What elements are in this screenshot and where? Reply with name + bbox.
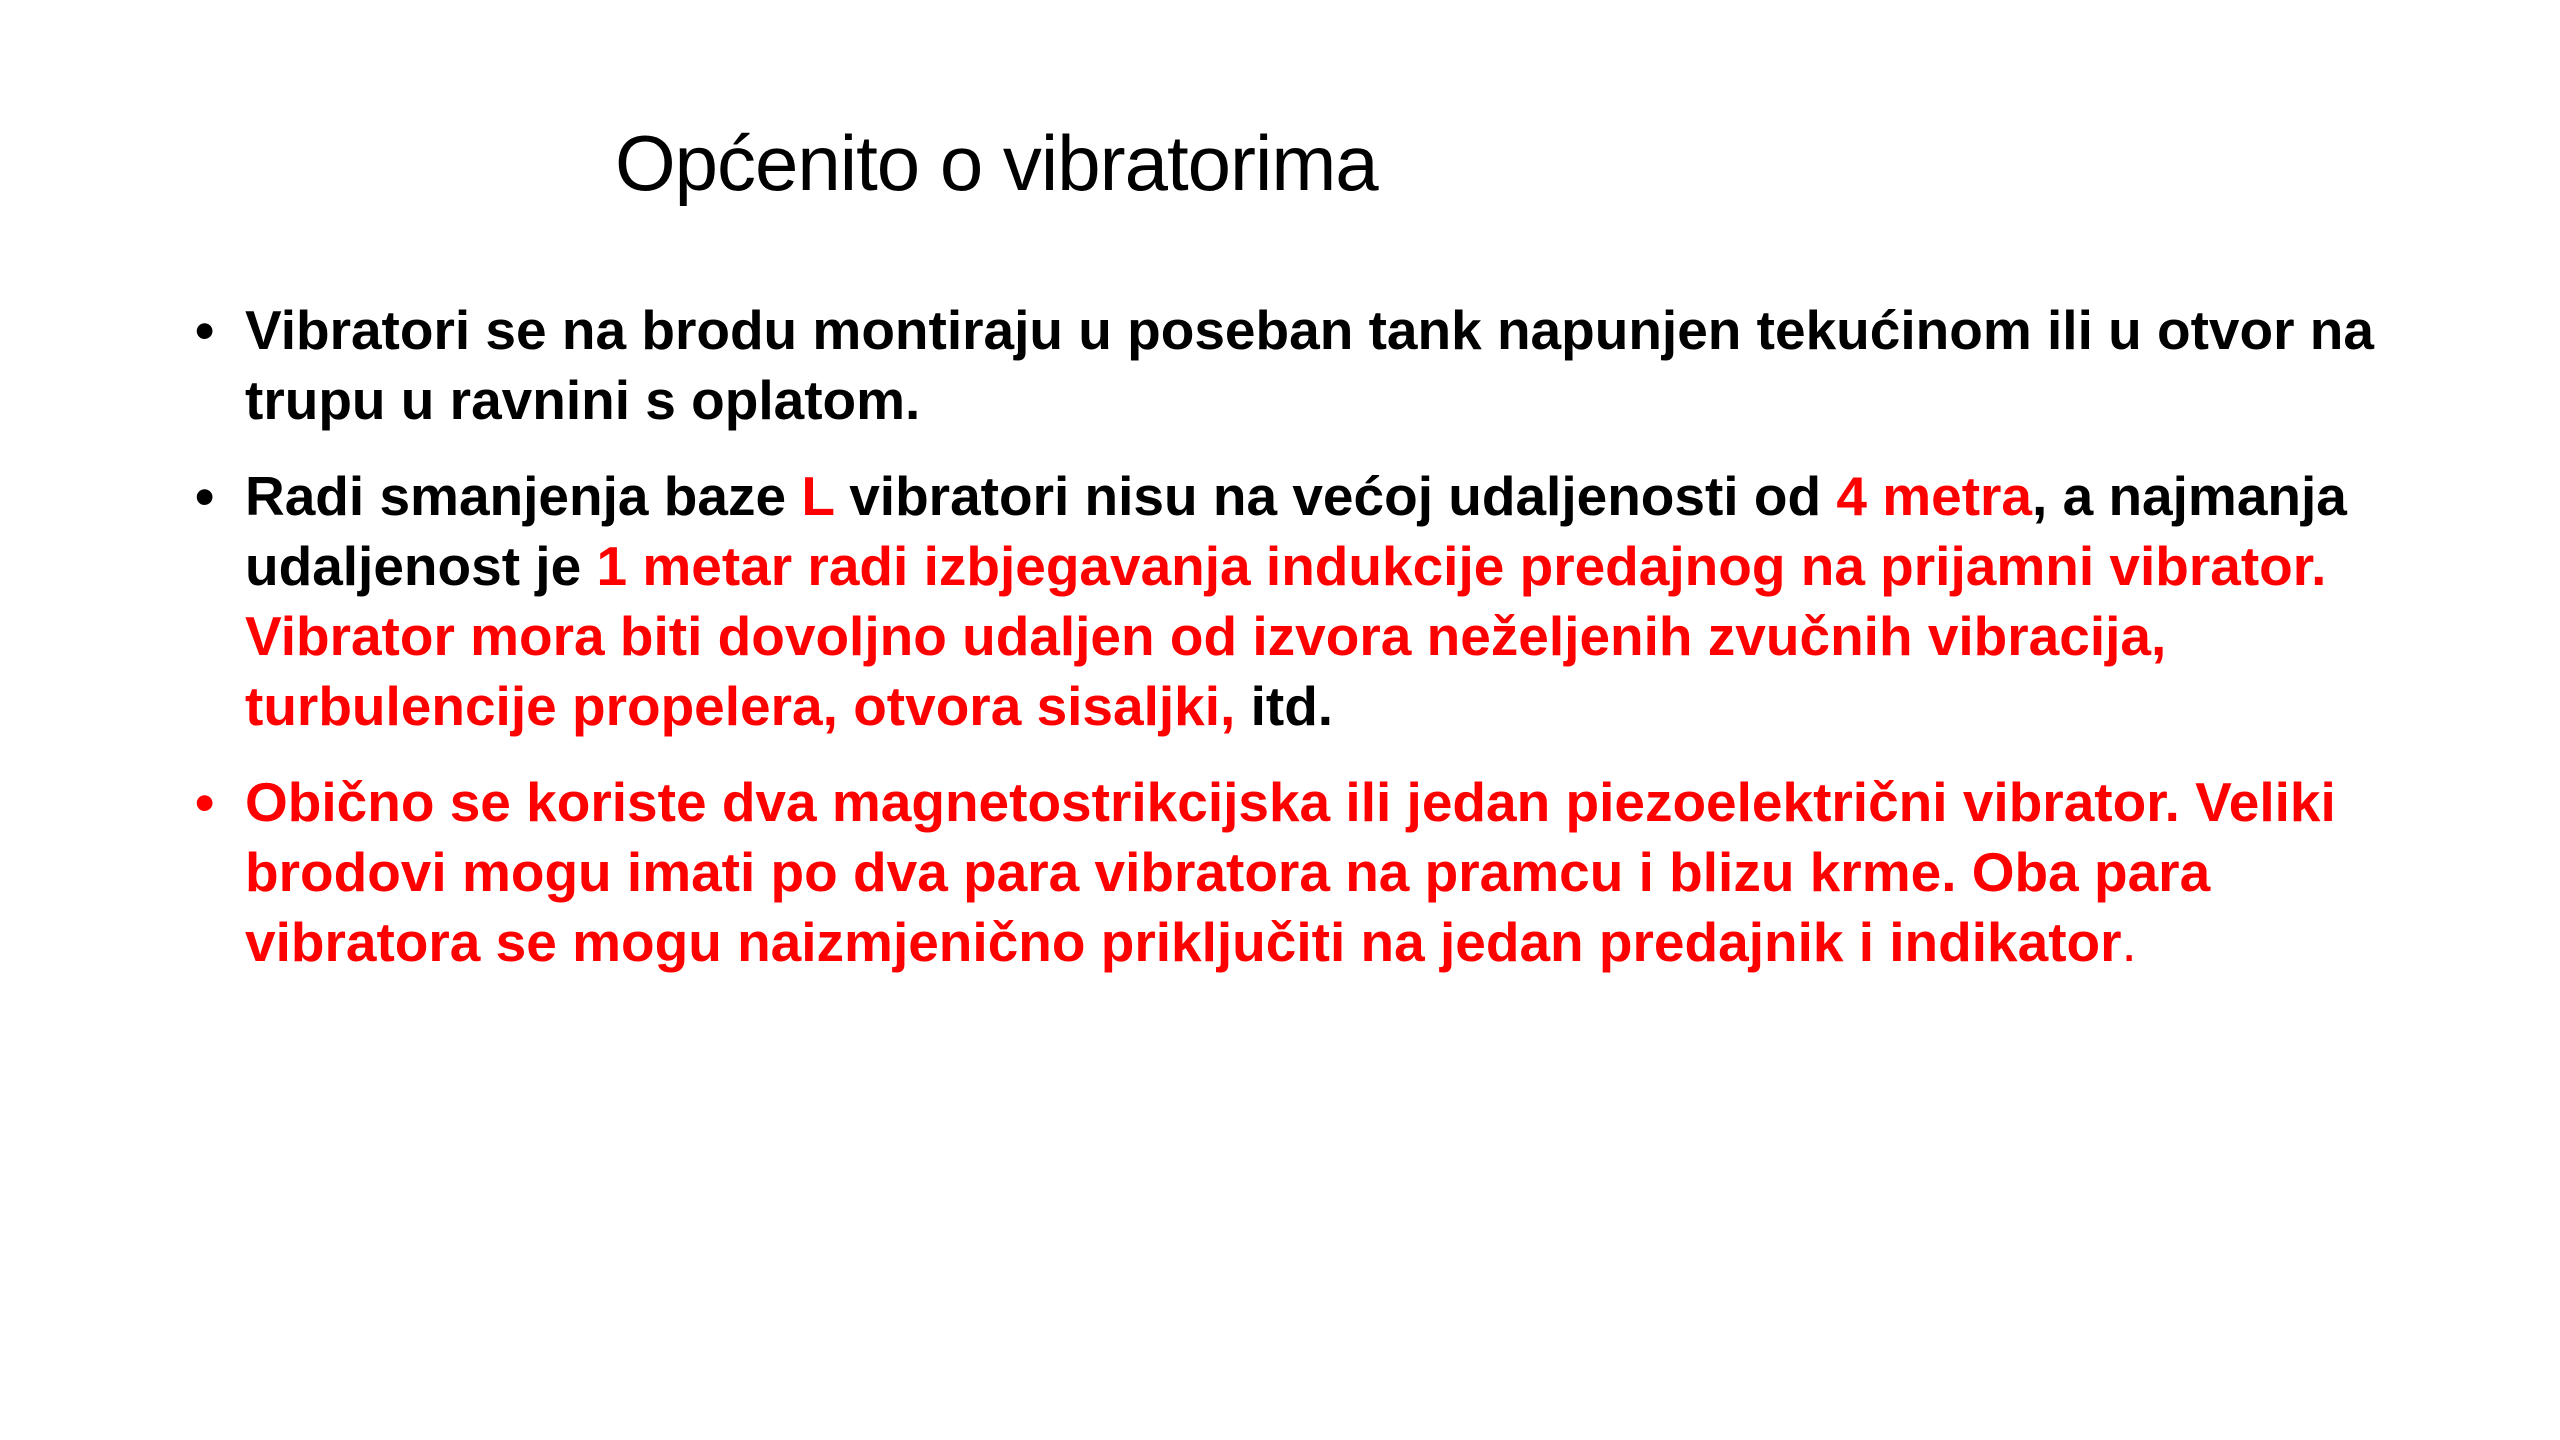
bullet-text-highlight: L <box>801 465 834 527</box>
bullet-text-segment: , a najmanja udaljenost je <box>245 465 2347 597</box>
bullet-text-segment: Radi smanjenja baze <box>245 465 802 527</box>
bullet-item-2 <box>195 461 2395 741</box>
bullet-marker: • <box>195 465 215 527</box>
bullet-marker: • <box>195 771 215 833</box>
bullet-item-3 <box>195 767 2395 977</box>
bullet-list <box>195 295 2395 1003</box>
bullet-text-segment: itd. <box>1235 675 1334 737</box>
bullet-item-1 <box>195 295 2395 435</box>
bullet-marker: • <box>195 299 215 361</box>
bullet-text-period: . <box>2121 911 2137 973</box>
bullet-text-segment: vibratori nisu na većoj udaljenosti od <box>833 465 1837 527</box>
slide-title: Općenito o vibratorima <box>615 119 1378 207</box>
bullet-text-highlight: Obično se koriste dva magnetostrikcijska ili jedan piezoelektrični vibrator. Veliki brodovi mogu imati po dva para vibratora na pramcu i blizu krme. Oba para vibratora se mogu naizmjenično priključiti na jedan predajnik i indikator <box>245 771 2336 973</box>
bullet-text: Vibratori se na brodu montiraju u poseban tank napunjen tekućinom ili u otvor na trupu u ravnini s oplatom. <box>245 299 2374 431</box>
bullet-text-highlight: 4 metra <box>1836 465 2033 527</box>
bullet-text-highlight: 1 metar radi izbjegavanja indukcije predajnog na prijamni vibrator. Vibrator mora biti dovoljno udaljen od izvora neželjenih zvučnih vibracija, turbulencije propelera, otvora sisaljki, <box>245 535 2327 737</box>
